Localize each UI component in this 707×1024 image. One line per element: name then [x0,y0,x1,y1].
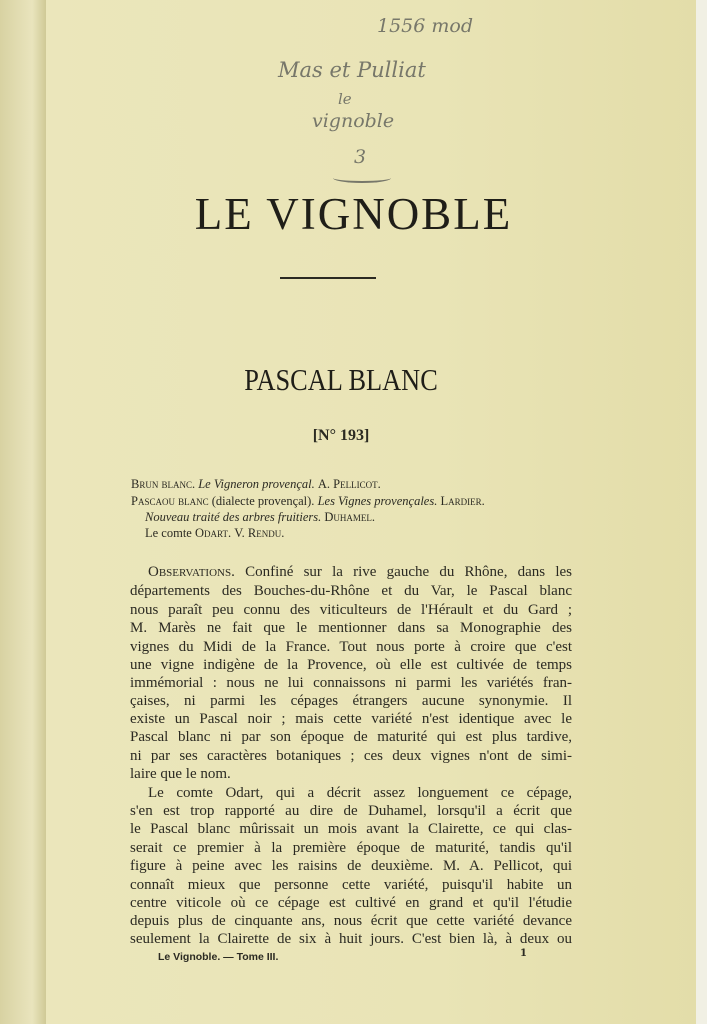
synonym-note: (dialecte provençal). [211,494,315,508]
signature-mark: 1 [520,948,527,959]
body-line [130,930,572,949]
body-line-text: s'en est trop rapporté au dire de Duhamel, lorsqu'il a écrit que [130,803,572,819]
body-line [148,563,572,582]
body-line-text: laire que le nom. [130,766,231,782]
body-line-text: çaises, ni parmi les cépages étrangers aucune synonymie. Il [130,693,572,709]
body-line [130,582,572,601]
body-line-text: seulement la Clairette de six à huit jours. C'est bien là, à deux ou [130,931,572,947]
body-line-text: centre viticole où ce cépage est cultivé en grand et qu'il l'étudie [130,895,572,911]
body-line [130,912,572,931]
body-line-text: Confiné sur la rive gauche du Rhône, dans les [245,564,572,580]
body-line [130,747,572,766]
body-line [130,802,572,821]
body-line-text: ni par ses caractères botaniques ; ces deux vignes n'ont de simi- [130,748,572,764]
body-line [130,619,572,638]
synonym-prefix: Le comte [145,526,192,540]
body-line [130,839,572,858]
body-line-text: immémorial : nous ne lui connaissons ni parmi les variétés fran- [130,675,572,691]
body-line [130,876,572,895]
handwritten-underline [333,173,391,183]
body-line [130,638,572,657]
handwritten-catalog-number: 1556 mod [377,15,474,37]
body-line [130,601,572,620]
synonym-line [145,510,375,525]
body-line-text: départements des Bouches-du-Rhône et du Var, le Pascal blanc [130,583,572,599]
body-line [130,728,572,747]
page-footer: Le Vignoble. — Tome III. [158,951,279,963]
handwritten-article: le [338,90,352,108]
synonym-author: Duhamel. [324,510,376,524]
synonym-name: Brun blanc. [131,477,196,491]
body-line [148,784,572,803]
observations-lead: Observations. [148,564,235,580]
body-line [130,765,572,784]
synonym-source: Nouveau traité des arbres fruitiers. [145,510,322,524]
body-line-text: Le comte Odart, qui a décrit assez longuement ce cépage, [148,785,572,801]
synonym-line [145,526,284,541]
body-line [130,710,572,729]
synonym-author: Odart. [194,526,232,540]
body-line-text: existe un Pascal noir ; mais cette variété n'est identique avec le [130,711,572,727]
body-line-text: Pascal blanc ni par son époque de maturité qui est plus tardive, [130,729,572,745]
body-line-text: une vigne indigène de la Provence, où elle est cultivée de temps [130,657,572,673]
synonym-author: Lardier. [440,494,485,508]
synonym-line [131,477,381,492]
body-line-text: figure à peine avec les raisins de deuxième. M. A. Pellicot, qui [130,858,572,874]
body-line [130,692,572,711]
body-line [130,656,572,675]
body-line [130,857,572,876]
handwritten-authors: Mas et Pulliat [278,58,426,82]
synonym-source: Le Vigneron provençal. [198,477,315,491]
body-line-text: le Pascal blanc mûrissait un mois avant la Clairette, ce qui clas- [130,821,572,837]
body-line-text: vignes du Midi de la France. Tout nous porte à croire que c'est [130,639,572,655]
synonym-name: Pascaou blanc [131,494,209,508]
handwritten-volume: 3 [354,146,367,168]
body-line-text: depuis plus de cinquante ans, nous écrit que cette variété devance [130,913,572,929]
variety-number: [N° 193] [312,427,370,444]
previous-pages-edge [0,0,46,1024]
body-line-text: serait ce premier à la première époque de maturité, tandis qu'il [130,840,572,856]
synonym-author: V. Rendu. [234,526,285,540]
handwritten-title: vignoble [312,110,395,132]
body-line [130,674,572,693]
section-title: PASCAL BLANC [244,362,438,397]
title-rule [280,277,376,279]
page-right-edge [696,0,707,1024]
body-line [130,820,572,839]
synonym-source: Les Vignes provençales. [317,494,438,508]
synonym-line [131,494,485,509]
synonym-author: A. Pellicot. [317,477,381,491]
body-line-text: connaît mieux que personne cette variété, puisqu'il habite un [130,877,572,893]
body-line-text: nous paraît peu connu des viticulteurs de l'Hérault et du Gard ; [130,602,572,618]
body-line-text: M. Marès ne fait que le mentionner dans sa Monographie des [130,620,572,636]
page-title: LE VIGNOBLE [194,189,513,239]
body-line [130,894,572,913]
